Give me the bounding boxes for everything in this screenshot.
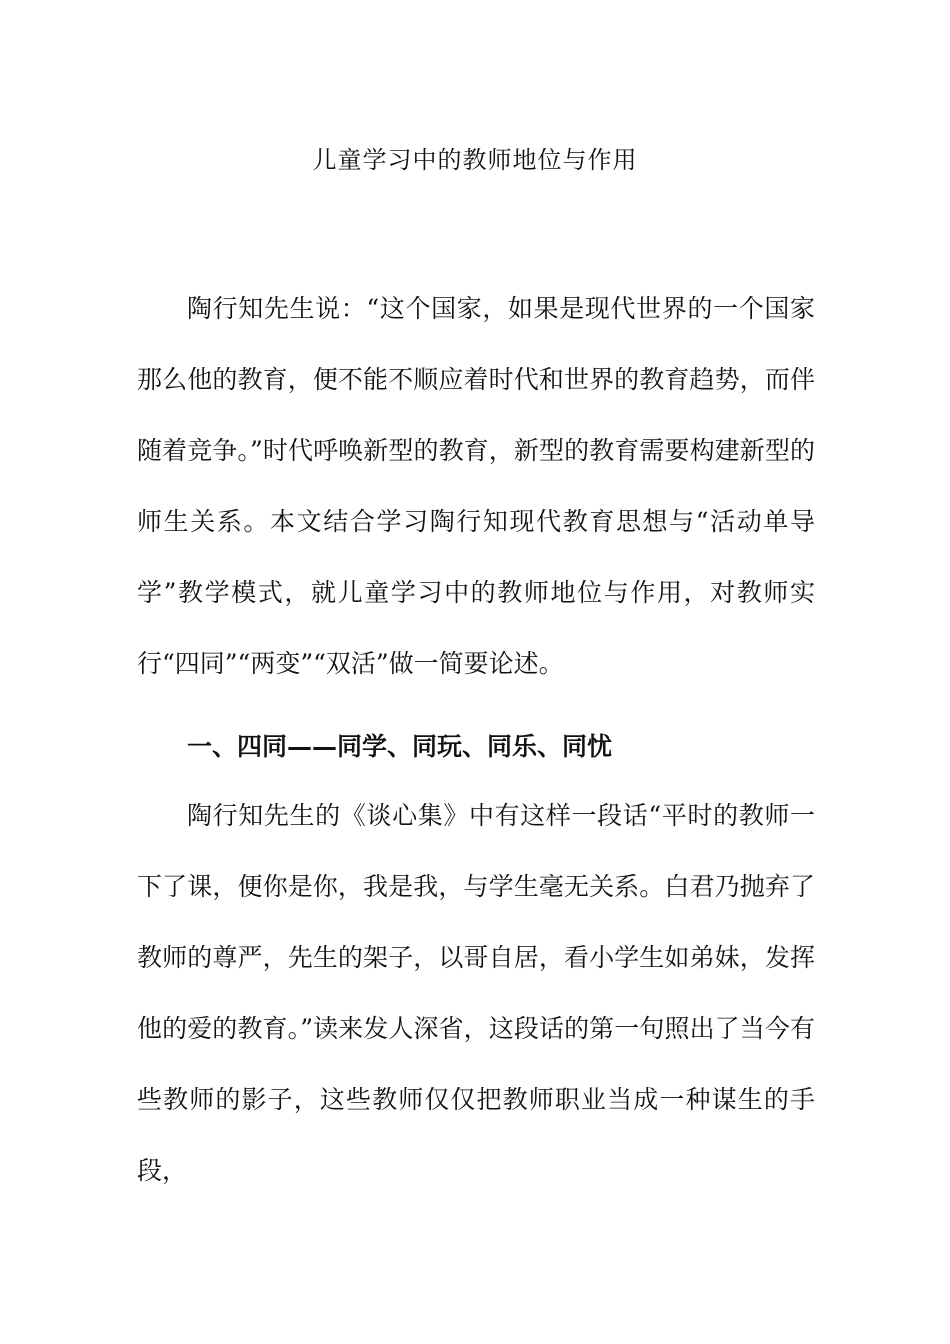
intro-block <box>137 273 815 699</box>
paragraph-tanxinji: 陶行知先生的《谈心集》中有这样一段话“平时的教师一下了课，便你是你，我是我，与学生毫无关系。白君乃抛弃了教师的尊严，先生的架子，以哥自居，看小学生如弟妹，发挥他的爱的教育。”读来发人深省，这段话的第一句照出了当今有些教师的影子，这些教师仅仅把教师职业当成一种谋生的手段， <box>137 801 815 1185</box>
paragraph-intro: 陶行知先生说：“这个国家，如果是现代世界的一个国家那么他的教育，便不能不顺应着时代和世界的教育趋势，而伴随着竞争。”时代呼唤新型的教育，新型的教育需要构建新型的师生关系。本文结合学习陶行知现代教育思想与“活动单导学”教学模式，就儿童学习中的教师地位与作用，对教师实行“四同”“两变”“双活”做一简要论述。 <box>137 294 815 678</box>
section-heading-block <box>137 717 815 777</box>
document-title: 儿童学习中的教师地位与作用 <box>312 146 638 174</box>
section-body-block <box>137 780 815 1206</box>
section-heading-four-togethers: 一、四同——同学、同玩、同乐、同忧 <box>187 732 613 761</box>
